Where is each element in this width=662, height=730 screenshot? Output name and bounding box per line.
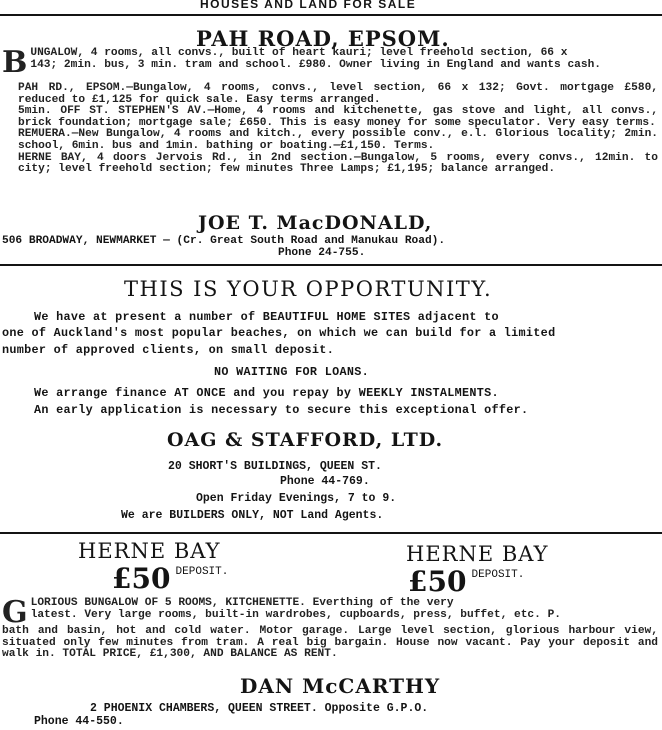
ad2-builders: We are BUILDERS ONLY, NOT Land Agents. <box>121 509 384 522</box>
ad2-address: 20 SHORT'S BUILDINGS, QUEEN ST. <box>168 460 382 473</box>
ad3-heading-right: HERNE BAY <box>406 542 549 566</box>
ad3-agent-phone: Phone 44-550. <box>34 715 124 728</box>
ad1-agent-name: JOE T. MacDONALD, <box>198 212 433 234</box>
ad3-deposit-right: DEPOSIT. <box>471 569 525 581</box>
ad2-heading: THIS IS YOUR OPPORTUNITY. <box>124 277 493 301</box>
ad2-finance-2: An early application is necessary to secure this exceptional offer. <box>34 403 529 417</box>
ad3-heading-left: HERNE BAY <box>78 539 221 563</box>
ad1-listings <box>2 45 658 176</box>
ad1-agent-address: 506 BROADWAY, NEWMARKET — (Cr. Great South Road and Manukau Road). <box>2 235 446 247</box>
ad3-dropcap: G <box>2 595 28 630</box>
listing-1-rest: 143; 2min. bus, 3 min. tram and school. £980. Owner living in England and wants cash. <box>30 58 602 71</box>
listing-2: PAH RD., EPSOM.—Bungalow, 4 rooms, convs., level section, 66 x 132; Govt. mortgage £580, reduced to £1,125 for quick sale. Easy terms arranged. <box>18 82 658 106</box>
ad3-price-right-amount: £50 <box>408 565 467 598</box>
ad3-agent-address: 2 PHOENIX CHAMBERS, QUEEN STREET. Opposite G.P.O. <box>90 702 429 715</box>
ad1-heading: PAH ROAD, EPSOM. <box>196 26 450 51</box>
ad2-line-2: one of Auckland's most popular beaches, on which we can build for a limited <box>2 326 556 340</box>
ad3-price-right <box>408 565 525 598</box>
ad2-line-3: number of approved clients, on small deposit. <box>2 343 335 357</box>
ad3-price-left <box>112 562 229 595</box>
ad2-phone: Phone 44-769. <box>280 475 370 488</box>
listing-3: 5min. OFF ST. STEPHEN'S AV.—Home, 4 rooms and kitchenette, gas stove and light, all convs., brick foundation; mortgage sale; £650. This is easy money for some speculator. Very easy terms. <box>18 105 658 129</box>
ad3-body-first: LORIOUS BUNGALOW OF 5 ROOMS, KITCHENETTE. Everthing of the very <box>30 597 454 609</box>
ad1-dropcap: B <box>2 45 28 80</box>
header-rule <box>0 14 662 16</box>
ad3-price-left-amount: £50 <box>112 562 171 595</box>
ad3-body-rest: bath and basin, hot and cold water. Motor garage. Large level section, glorious harbour view, situated only few minutes from tram. A real big bargain. House now vacant. Pay your deposit and walk in. TOTAL PRICE, £1,300, AND BALANCE AS RENT. <box>2 625 658 661</box>
ad3-body-second: latest. Very large rooms, built-in wardrobes, cupboards, press, buffet, etc. P. <box>30 608 561 621</box>
ad1-rule <box>0 264 662 266</box>
section-header: HOUSES AND LAND FOR SALE <box>200 0 417 11</box>
ad3-body <box>2 595 658 661</box>
listing-4: REMUERA.—New Bungalow, 4 rooms and kitch., every possible conv., e.l. Glorious locality; 2min. school, 6min. bus and 1min. bathing or boating.—£1,150. Terms. <box>18 128 658 152</box>
ad2-rule <box>0 532 662 534</box>
ad2-no-waiting: NO WAITING FOR LOANS. <box>214 365 369 379</box>
listing-5: HERNE BAY, 4 doors Jervois Rd., in 2nd section.—Bungalow, 5 rooms, every convs., 12min. to city; level freehold section; few minutes Three Lamps; £1,195; balance arranged. <box>18 151 658 176</box>
ad1-agent-phone: Phone 24-755. <box>278 247 366 259</box>
ad3-agent-name: DAN McCARTHY <box>240 674 441 698</box>
ad2-company: OAG & STAFFORD, LTD. <box>167 429 444 451</box>
ad2-hours: Open Friday Evenings, 7 to 9. <box>196 492 397 505</box>
ad3-deposit-left: DEPOSIT. <box>175 566 229 578</box>
listing-1-first: UNGALOW, 4 rooms, all convs., built of heart kauri; level freehold section, 66 x <box>30 47 568 59</box>
ad2-line-1: We have at present a number of BEAUTIFUL HOME SITES adjacent to <box>34 310 499 324</box>
listing-1 <box>2 45 658 82</box>
ad2-finance-1: We arrange finance AT ONCE and you repay by WEEKLY INSTALMENTS. <box>34 386 499 400</box>
